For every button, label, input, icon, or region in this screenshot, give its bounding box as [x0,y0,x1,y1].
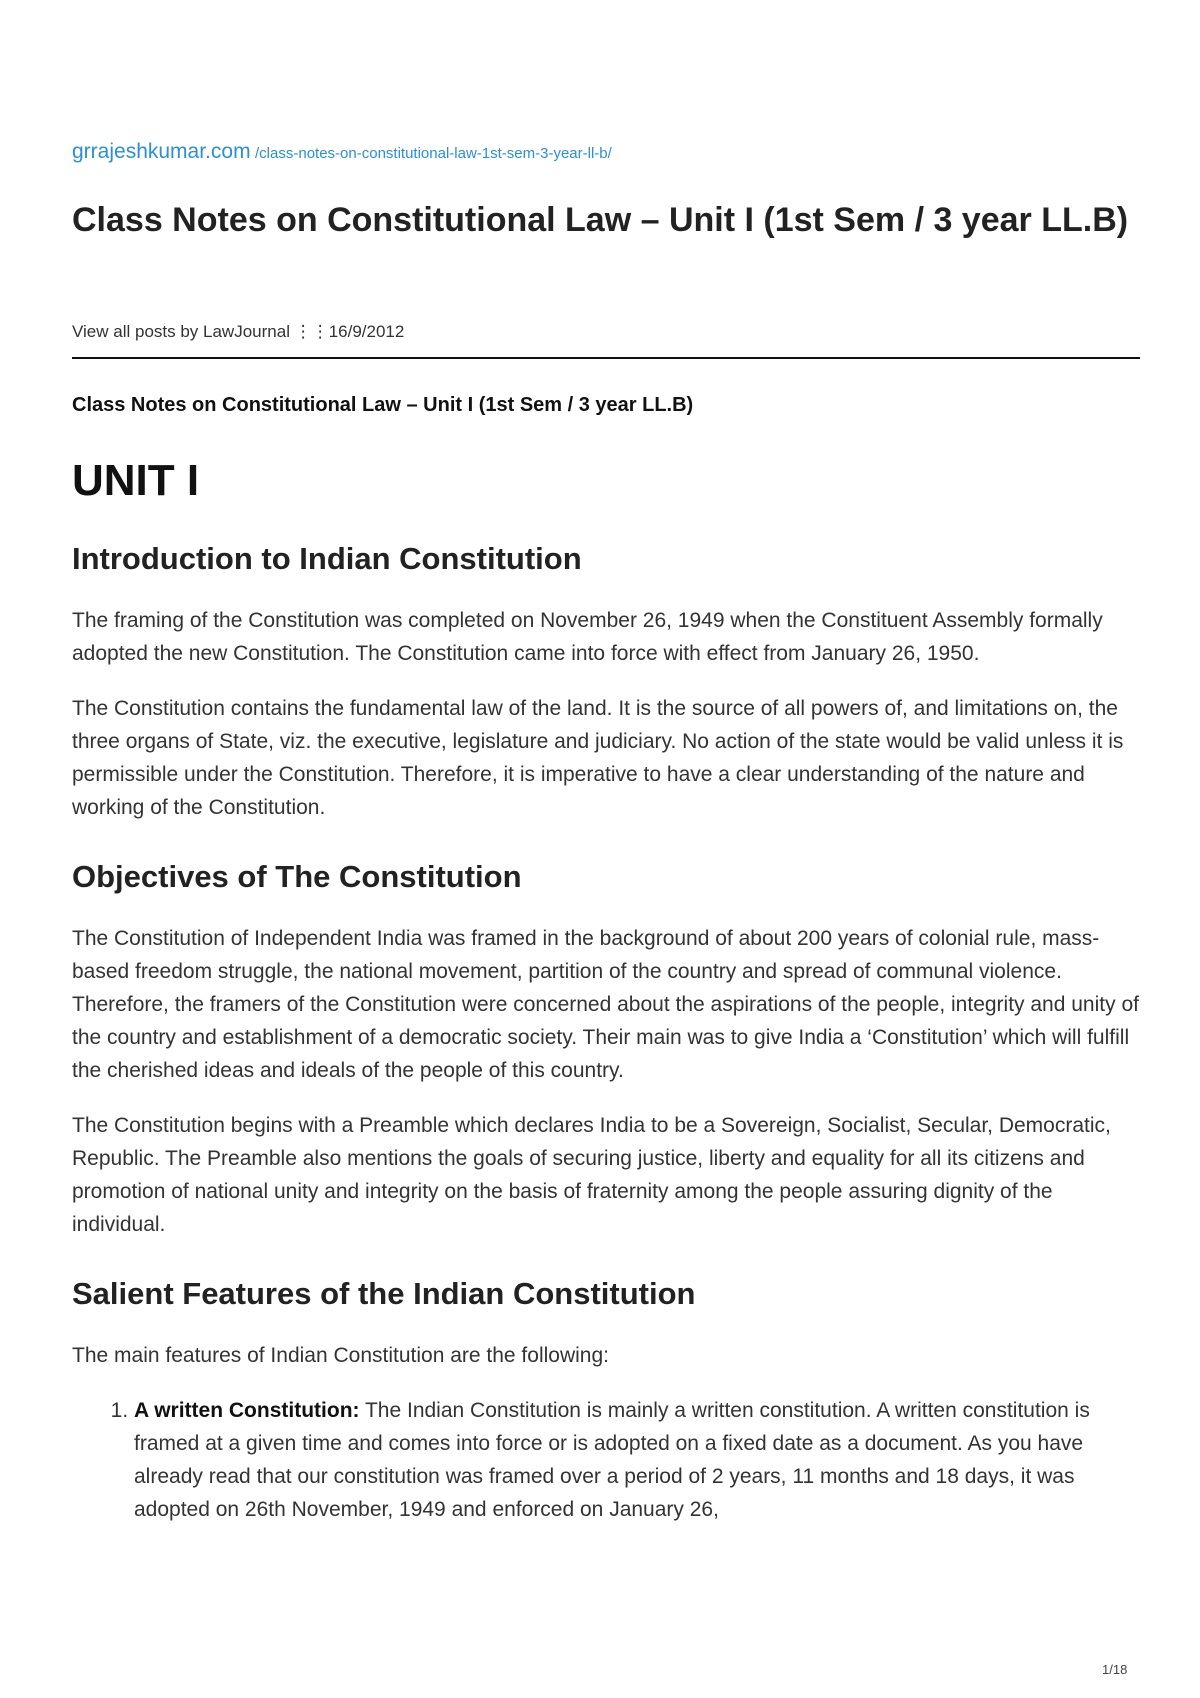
paragraph: The Constitution begins with a Preamble which declares India to be a Sovereign, Socialist, Secular, Democratic, Republic. The Preamble also mentions the goals of securing justice, liberty and equality for all its citizens and promotion of national unity and integrity on the basis of fraternity among the people assuring dignity of the individual. [72,1114,1111,1236]
paragraph: The main features of Indian Constitution are the following: [72,1344,609,1367]
paragraph: The framing of the Constitution was completed on November 26, 1949 when the Constituent Assembly formally adopted the new Constitution. The Constitution came into force with effect from January 26, 1950. [72,609,1103,665]
url-path[interactable]: /class-notes-on-constitutional-law-1st-sem-3-year-ll-b/ [255,145,612,162]
section-heading-salient-features: Salient Features of the Indian Constitution [72,1276,696,1311]
list-item-text: The Indian Constitution is mainly a written constitution. A written constitution is framed at a given time and comes into force or is adopted on a fixed date as a document. As you have already read that our constitution was framed over a period of 2 years, 11 months and 18 days, it was adopted on 26th November, 1949 and enforced on January 26, [134,1399,1090,1521]
paragraph: The Constitution of Independent India was framed in the background of about 200 years of colonial rule, mass-based freedom struggle, the national movement, partition of the country and spread of communal violence. Therefore, the framers of the Constitution were concerned about the aspirations of the people, integrity and unity of the country and establishment of a democratic society. Their main was to give India a ‘Constitution’ which will fulfill the cherished ideas and ideals of the people of this country. [72,927,1139,1082]
article-subtitle: Class Notes on Constitutional Law – Unit I (1st Sem / 3 year LL.B) [72,394,694,416]
source-url[interactable] [72,140,612,164]
list-item-term: A written Constitution: [134,1399,360,1422]
unit-heading: UNIT I [72,456,200,505]
features-list [72,1394,1140,1526]
page-number: 1/18 [1102,1662,1128,1677]
page-title: Class Notes on Constitutional Law – Unit I (1st Sem / 3 year LL.B) [72,201,1129,239]
article-content [72,540,1140,1526]
header-divider [72,357,1140,359]
section-heading-introduction: Introduction to Indian Constitution [72,541,582,576]
post-meta: View all posts by LawJournal ⋮⋮16/9/2012 [72,322,405,341]
list-item [134,1394,1140,1526]
url-domain[interactable]: grrajeshkumar.com [72,140,251,163]
paragraph: The Constitution contains the fundamental law of the land. It is the source of all powers of, and limitations on, the three organs of State, viz. the executive, legislature and judiciary. No action of the state would be valid unless it is permissible under the Constitution. Therefore, it is imperative to have a clear understanding of the nature and working of the Constitution. [72,697,1124,819]
section-heading-objectives: Objectives of The Constitution [72,859,522,894]
